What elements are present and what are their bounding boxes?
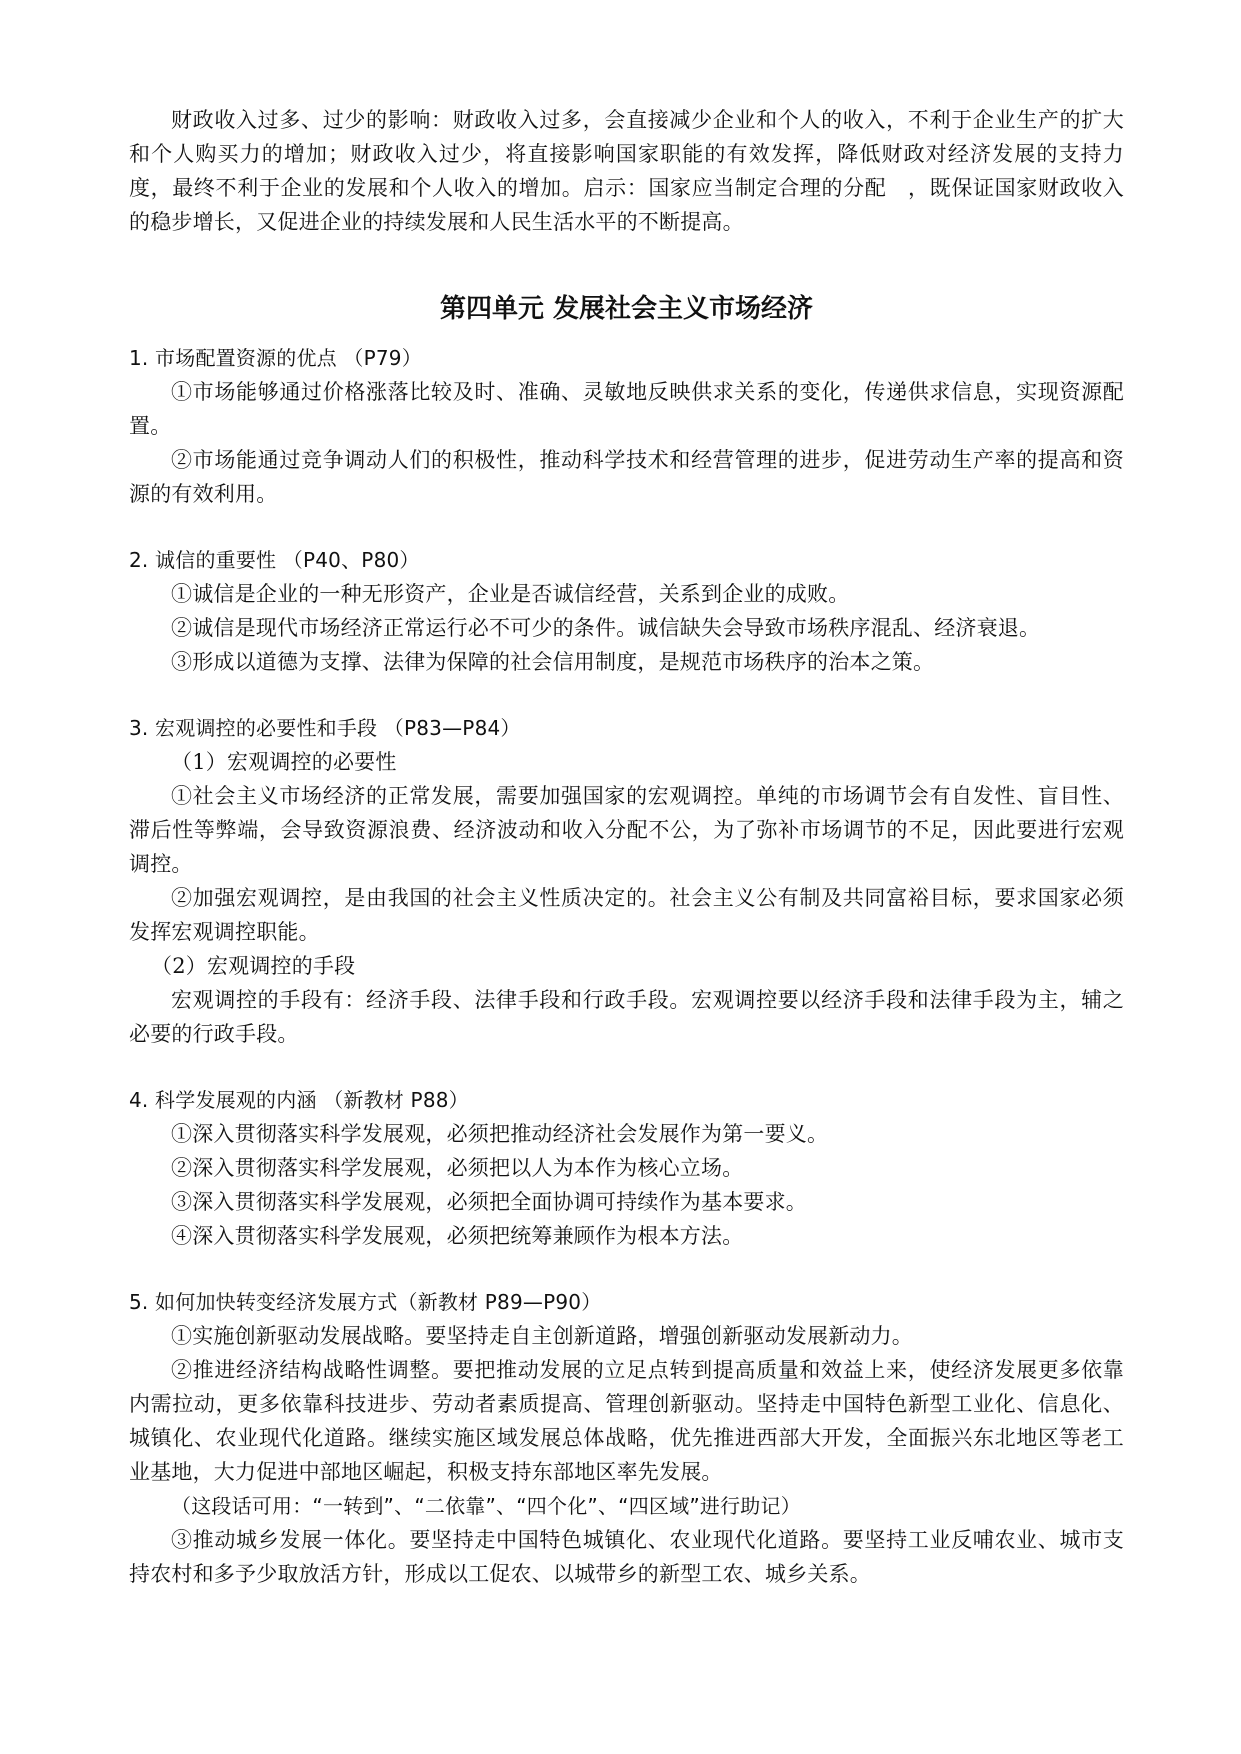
section-3 [129, 711, 1124, 1051]
section-2 [129, 543, 1124, 679]
section-item: ②深入贯彻落实科学发展观，必须把以人为本作为核心立场。 [171, 1156, 744, 1180]
section-heading: 5. 如何加快转变经济发展方式（新教材 P89—P90） [129, 1290, 602, 1314]
section-1 [129, 341, 1124, 511]
section-item: ③形成以道德为支撑、法律为保障的社会信用制度，是规范市场秩序的治本之策。 [171, 650, 935, 674]
section-4 [129, 1083, 1124, 1253]
intro-paragraph: 财政收入过多、过少的影响：财政收入过多，会直接减少企业和个人的收入，不利于企业生产的扩大和个人购买力的增加；财政收入过少，将直接影响国家职能的有效发挥，降低财政对经济发展的支持力度，最终不利于企业的发展和个人收入的增加。启示：国家应当制定合理的分配 ，既保证国家财政收入的稳步增长，又促进企业的持续发展和人民生活水平的不断提高。 [129, 108, 1124, 234]
section-item: ④深入贯彻落实科学发展观，必须把统筹兼顾作为根本方法。 [171, 1224, 744, 1248]
subsection-heading: （2）宏观调控的手段 [151, 954, 356, 978]
section-item: ②加强宏观调控，是由我国的社会主义性质决定的。社会主义公有制及共同富裕目标，要求国家必须发挥宏观调控职能。 [129, 886, 1124, 944]
section-heading: 1. 市场配置资源的优点 （P79） [129, 346, 422, 370]
section-item: ①实施创新驱动发展战略。要坚持走自主创新道路，增强创新驱动发展新动力。 [171, 1324, 913, 1348]
section-5 [129, 1285, 1124, 1591]
section-item: ①诚信是企业的一种无形资产，企业是否诚信经营，关系到企业的成败。 [171, 582, 850, 606]
mnemonic-note: （这段话可用：“一转到”、“二依靠”、“四个化”、“四区域”进行助记） [171, 1494, 801, 1518]
unit-title: 第四单元 发展社会主义市场经济 [439, 294, 814, 324]
section-item: ①市场能够通过价格涨落比较及时、准确、灵敏地反映供求关系的变化，传递供求信息，实现资源配置。 [129, 380, 1124, 438]
section-item: ②推进经济结构战略性调整。要把推动发展的立足点转到提高质量和效益上来，使经济发展更多依靠内需拉动，更多依靠科技进步、劳动者素质提高、管理创新驱动。坚持走中国特色新型工业化、信息化、城镇化、农业现代化道路。继续实施区域发展总体战略，优先推进西部大开发，全面振兴东北地区等老工业基地，大力促进中部地区崛起，积极支持东部地区率先发展。 [129, 1358, 1124, 1484]
page-content [129, 103, 1124, 1591]
section-item: ②诚信是现代市场经济正常运行必不可少的条件。诚信缺失会导致市场秩序混乱、经济衰退。 [171, 616, 1041, 640]
section-spacer [129, 679, 1124, 711]
section-item: 宏观调控的手段有：经济手段、法律手段和行政手段。宏观调控要以经济手段和法律手段为主，辅之必要的行政手段。 [129, 988, 1124, 1046]
section-item: ①深入贯彻落实科学发展观，必须把推动经济社会发展作为第一要义。 [171, 1122, 829, 1146]
subsection-heading: （1）宏观调控的必要性 [171, 750, 397, 774]
section-heading: 4. 科学发展观的内涵 （新教材 P88） [129, 1088, 469, 1112]
section-item: ③深入贯彻落实科学发展观，必须把全面协调可持续作为基本要求。 [171, 1190, 807, 1214]
section-heading: 3. 宏观调控的必要性和手段 （P83—P84） [129, 716, 521, 740]
section-spacer [129, 511, 1124, 543]
section-item: ①社会主义市场经济的正常发展，需要加强国家的宏观调控。单纯的市场调节会有自发性、盲目性、滞后性等弊端，会导致资源浪费、经济波动和收入分配不公，为了弥补市场调节的不足，因此要进行宏观调控。 [129, 784, 1124, 876]
section-spacer [129, 1253, 1124, 1285]
section-item: ③推动城乡发展一体化。要坚持走中国特色城镇化、农业现代化道路。要坚持工业反哺农业、城市支持农村和多予少取放活方针，形成以工促农、以城带乡的新型工农、城乡关系。 [129, 1528, 1124, 1586]
section-item: ②市场能通过竞争调动人们的积极性，推动科学技术和经营管理的进步，促进劳动生产率的提高和资源的有效利用。 [129, 448, 1124, 506]
section-spacer [129, 1051, 1124, 1083]
section-heading: 2. 诚信的重要性 （P40、P80） [129, 548, 420, 572]
